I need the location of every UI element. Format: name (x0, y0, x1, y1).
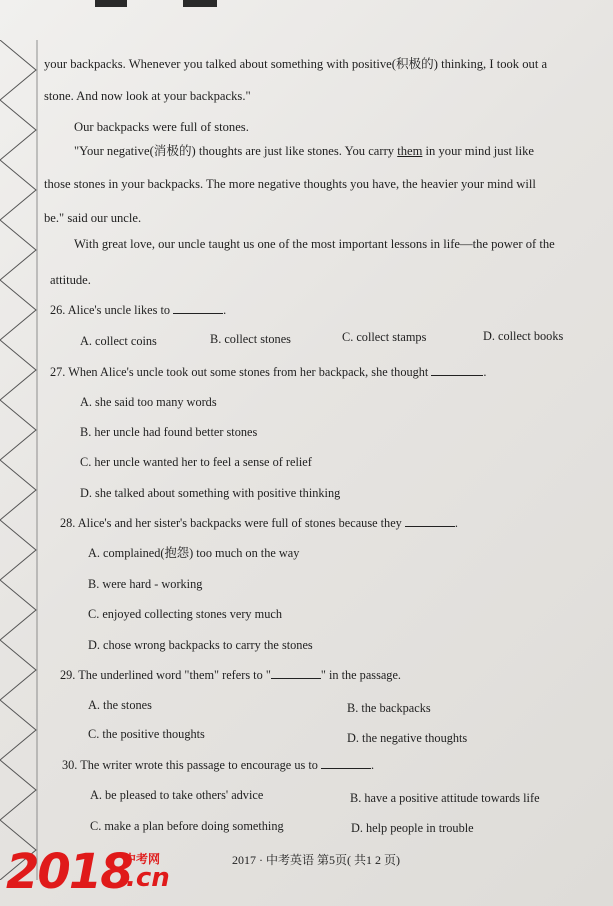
q28-option-b[interactable]: B. were hard - working (88, 577, 203, 591)
answer-blank[interactable] (431, 375, 483, 376)
q29-option-a[interactable]: A. the stones (88, 698, 152, 712)
q30-option-a[interactable]: A. be pleased to take others' advice (90, 788, 264, 802)
question-26-stem: 26. Alice's uncle likes to . (50, 303, 227, 317)
question-29-stem: 29. The underlined word "them" refers to " " in the passage. (60, 668, 401, 682)
q29-option-b[interactable]: B. the backpacks (347, 701, 431, 715)
passage-line: attitude. (50, 273, 91, 287)
site-watermark-logo (6, 845, 206, 905)
q26-option-b[interactable]: B. collect stones (210, 332, 291, 346)
passage-line: be." said our uncle. (44, 211, 142, 225)
answer-blank[interactable] (271, 678, 321, 679)
q27-option-c[interactable]: C. her uncle wanted her to feel a sense of relief (80, 455, 312, 469)
q26-option-d[interactable]: D. collect books (483, 329, 564, 343)
q29-option-d[interactable]: D. the negative thoughts (347, 731, 468, 745)
passage-line: Our backpacks were full of stones. (74, 120, 249, 134)
passage-line: those stones in your backpacks. The more negative thoughts you have, the heavier your mind will (44, 177, 536, 191)
passage-line: your backpacks. Whenever you talked about something with positive(积极的) thinking, I took out a (44, 57, 548, 71)
q27-option-b[interactable]: B. her uncle had found better stones (80, 425, 258, 439)
question-28-stem: 28. Alice's and her sister's backpacks were full of stones because they . (60, 516, 458, 530)
answer-blank[interactable] (173, 313, 223, 314)
q30-option-d[interactable]: D. help people in trouble (351, 821, 474, 835)
passage-line: "Your negative(消极的) thoughts are just like stones. You carry them in your mind just like (74, 144, 534, 158)
q30-option-c[interactable]: C. make a plan before doing something (90, 819, 284, 833)
q28-option-a[interactable]: A. complained(抱怨) too much on the way (88, 546, 300, 560)
q26-option-a[interactable]: A. collect coins (80, 334, 157, 348)
q28-option-d[interactable]: D. chose wrong backpacks to carry the stones (88, 638, 313, 652)
q28-option-c[interactable]: C. enjoyed collecting stones very much (88, 607, 282, 621)
page-footer: 2017 · 中考英语 第5页( 共1 2 页) (232, 853, 400, 867)
underlined-word: them (397, 144, 423, 158)
question-27-stem: 27. When Alice's uncle took out some stones from her backpack, she thought . (50, 365, 487, 379)
passage-line: With great love, our uncle taught us one of the most important lessons in life—the power of the (74, 237, 555, 251)
q27-option-a[interactable]: A. she said too many words (80, 395, 217, 409)
q27-option-d[interactable]: D. she talked about something with positive thinking (80, 486, 341, 500)
top-edge-marks (95, 0, 225, 8)
q30-option-b[interactable]: B. have a positive attitude towards life (350, 791, 540, 805)
watermark-site-name: 中考网 (124, 852, 161, 866)
watermark-number: 2018 (6, 844, 132, 900)
question-30-stem: 30. The writer wrote this passage to encourage us to . (62, 758, 375, 772)
passage-line: stone. And now look at your backpacks." (44, 89, 251, 103)
q26-option-c[interactable]: C. collect stamps (342, 330, 427, 344)
q29-option-c[interactable]: C. the positive thoughts (88, 727, 205, 741)
binding-margin-pattern (0, 40, 40, 880)
answer-blank[interactable] (321, 768, 371, 769)
watermark-domain: .cn (126, 863, 170, 893)
answer-blank[interactable] (405, 526, 455, 527)
